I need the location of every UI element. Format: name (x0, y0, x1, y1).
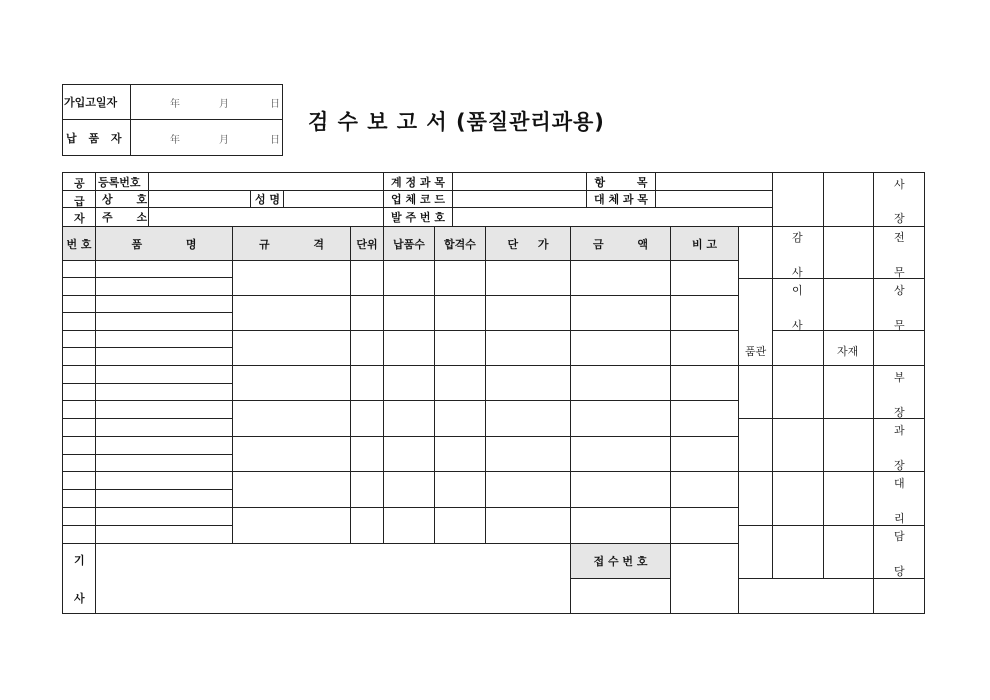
approval-auditor-top: 감 (792, 231, 803, 244)
col-amount: 금 액 (571, 227, 670, 260)
join-day-char: 日 (270, 98, 280, 110)
col-remarks: 비 고 (671, 227, 738, 260)
delivery-day-char: 日 (270, 134, 280, 146)
col-delivered-qty: 납품수 (384, 227, 434, 260)
approval-staff-bottom: 당 (894, 565, 905, 578)
delivery-year-char: 年 (170, 134, 180, 146)
delivery-month-char: 月 (219, 134, 229, 146)
approval-staff-top: 담 (894, 530, 905, 543)
address-label: 주 소 (102, 211, 158, 224)
remarks-label-bottom: 사 (74, 592, 85, 605)
name-label: 성 명 (254, 193, 281, 206)
reg-no-label: 등록번호 (98, 175, 141, 189)
col-spec: 규 격 (233, 227, 350, 260)
supplier-side-label-3: 자 (74, 212, 85, 225)
vendor-code-label: 업 체 코 드 (391, 193, 445, 206)
approval-section-chief-bottom: 장 (894, 459, 905, 472)
approval-section-chief-top: 과 (894, 424, 905, 437)
account-label: 계 정 과 목 (391, 175, 445, 189)
approval-managing-director-bottom: 무 (894, 319, 905, 332)
page-title: 검 수 보 고 서 (품질관리과용) (308, 110, 605, 134)
approval-dept-head-top: 부 (894, 371, 905, 384)
approval-director-bottom: 사 (792, 319, 803, 332)
item-label: 항 목 (594, 175, 648, 189)
col-passed-qty: 합격수 (435, 227, 485, 260)
join-year-char: 年 (170, 98, 180, 110)
remarks-label-top: 기 (74, 554, 85, 567)
col-number: 번 호 (63, 227, 95, 260)
company-label: 상 호 (102, 193, 158, 206)
approval-exec-director-top: 전 (894, 231, 905, 244)
col-unit-price: 단 가 (486, 227, 570, 260)
approval-assistant-mgr-bottom: 리 (894, 512, 905, 525)
approval-assistant-mgr-top: 대 (894, 477, 905, 490)
approval-president-bottom: 장 (894, 212, 905, 225)
approval-director-top: 이 (792, 284, 803, 297)
approval-dept-head-bottom: 장 (894, 406, 905, 419)
approval-president-top: 사 (894, 178, 905, 191)
approval-auditor-bottom: 사 (792, 266, 803, 279)
approval-exec-director-bottom: 무 (894, 266, 905, 279)
delivery-label: 납 품 자 (66, 132, 126, 145)
supplier-side-label-1: 공 (74, 177, 85, 190)
sub-account-label: 대 체 과 목 (594, 193, 648, 206)
col-unit: 단위 (351, 227, 383, 260)
supplier-side-label-2: 급 (74, 195, 85, 208)
receipt-number-label: 접 수 번 호 (593, 555, 648, 568)
approval-quality-label: 품관 (745, 345, 767, 358)
col-item-name: 품 명 (96, 227, 232, 260)
approval-managing-director-top: 상 (894, 284, 905, 297)
join-date-label: 가입고일자 (64, 96, 118, 109)
order-no-label: 발 주 번 호 (391, 211, 445, 224)
join-month-char: 月 (219, 98, 229, 110)
approval-materials-label: 자재 (837, 345, 859, 358)
